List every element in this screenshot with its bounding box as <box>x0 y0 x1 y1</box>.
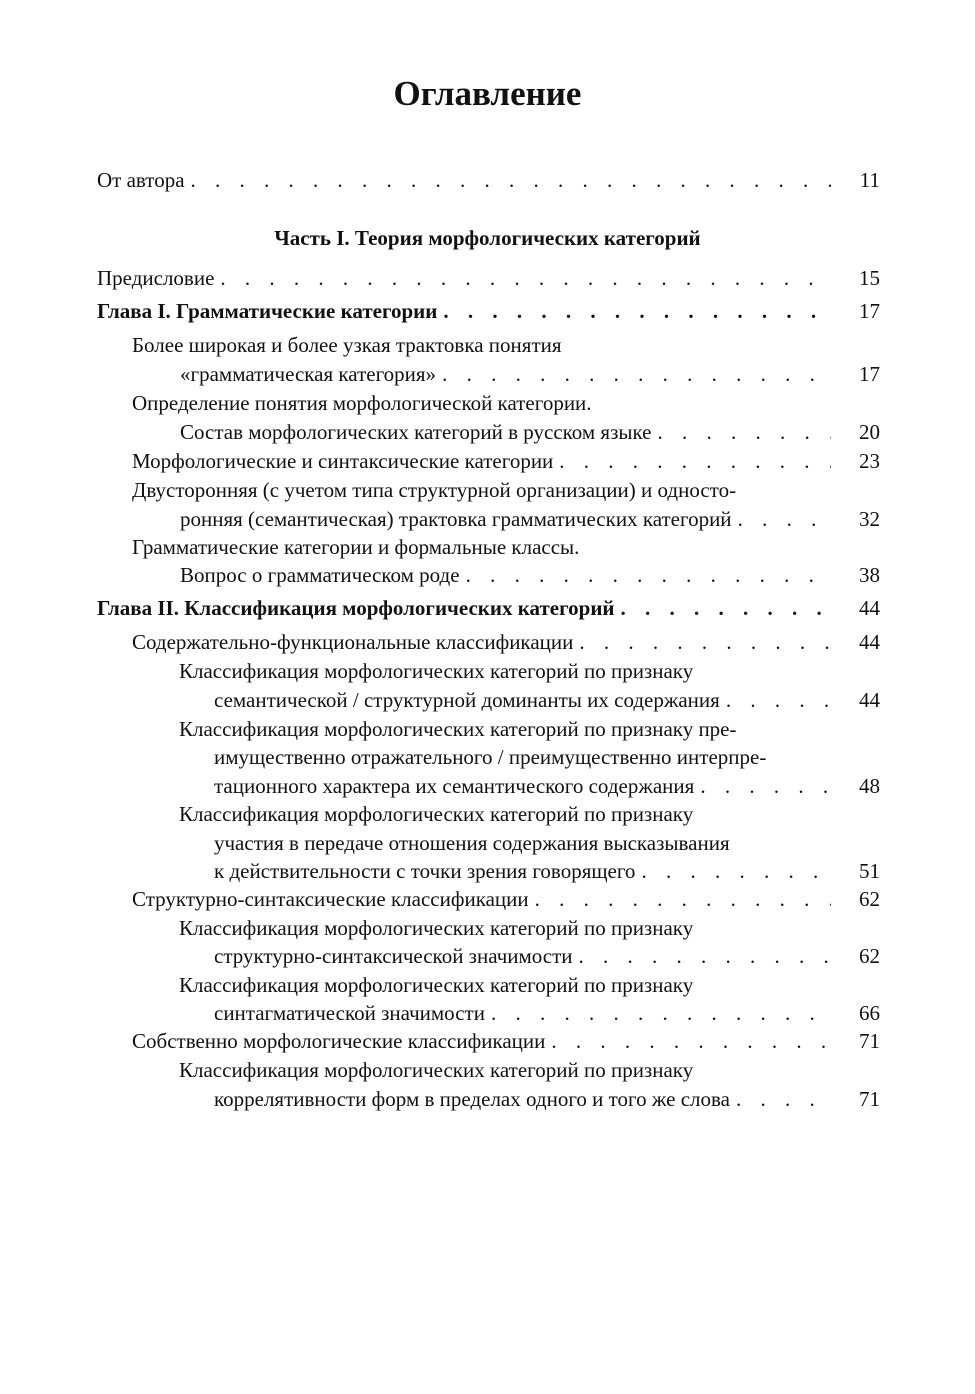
toc-entry-text: Состав морфологических категорий в русском языке <box>180 420 652 444</box>
toc-entry-broad-narrow[interactable] <box>180 360 837 388</box>
toc-entry-speaker-attitude[interactable] <box>214 857 837 885</box>
toc-page-number: 17 <box>859 362 880 386</box>
toc-entry-text: «грамматическая категория» <box>180 362 437 386</box>
toc-entry-text: От автора <box>97 168 185 192</box>
dot-leader <box>491 999 831 1027</box>
toc-page-number: 23 <box>859 449 880 473</box>
toc-entry-text: Предисловие <box>97 266 215 290</box>
dot-leader <box>621 594 831 622</box>
toc-entry-text: ронняя (семантическая) трактовка грамматических категорий <box>180 507 732 531</box>
toc-page-number: 71 <box>859 1029 880 1053</box>
toc-entry-text: Классификация морфологических категорий по признаку пре- <box>179 717 737 741</box>
toc-entry-text: Классификация морфологических категорий по признаку <box>179 916 694 940</box>
toc-page-number: 71 <box>859 1087 880 1111</box>
toc-entry-text: Определение понятия морфологической категории. <box>132 391 592 415</box>
toc-page-number: 11 <box>859 168 880 192</box>
toc-entry-text: Структурно-синтаксические классификации <box>132 887 529 911</box>
dot-leader <box>700 772 831 800</box>
toc-entry-content-functional[interactable] <box>132 628 837 656</box>
dot-leader <box>579 942 831 970</box>
toc-entry-text: Двусторонняя (с учетом типа структурной организации) и односто- <box>132 478 737 502</box>
toc-page-number: 66 <box>859 1001 880 1025</box>
toc-entry-text: синтагматической значимости <box>214 1001 485 1025</box>
toc-page-number: 44 <box>859 630 880 654</box>
toc-entry-from-author[interactable] <box>97 166 837 194</box>
toc-entry-text: Грамматические категории и формальные классы. <box>132 535 580 559</box>
toc-page-number: 32 <box>859 507 880 531</box>
part-heading: Часть I. Теория морфологических категорий <box>274 226 701 250</box>
dot-leader <box>551 1027 831 1055</box>
dot-leader <box>220 264 831 292</box>
toc-entry-chapter-1[interactable] <box>97 297 837 325</box>
toc-entry-preface[interactable] <box>97 264 837 292</box>
toc-page-number: 62 <box>859 944 880 968</box>
toc-entry-structural-syntactic[interactable] <box>132 885 837 913</box>
toc-entry-definition[interactable] <box>180 418 837 446</box>
toc-page-number: 51 <box>859 859 880 883</box>
toc-entry-text: Более широкая и более узкая трактовка понятия <box>132 333 562 357</box>
toc-entry-semantic-dominant[interactable] <box>214 686 837 714</box>
toc-entry-text: Вопрос о грамматическом роде <box>180 563 460 587</box>
toc-entry-morphological[interactable] <box>132 1027 837 1055</box>
toc-page-number: 20 <box>859 420 880 444</box>
dot-leader <box>726 686 831 714</box>
toc-entry-text: имущественно отражательного / преимущественно интерпре- <box>214 745 767 769</box>
toc-entry-text: коррелятивности форм в пределах одного и того же слова <box>214 1087 730 1111</box>
chapter-title: Глава I. Грамматические категории <box>97 299 438 323</box>
dot-leader <box>579 628 831 656</box>
dot-leader <box>738 505 831 533</box>
dot-leader <box>736 1085 831 1113</box>
toc-page-number: 38 <box>859 563 880 587</box>
toc-entry-text: структурно-синтаксической значимости <box>214 944 573 968</box>
dot-leader <box>559 447 831 475</box>
toc-entry-text: Собственно морфологические классификации <box>132 1029 546 1053</box>
toc-entry-text: к действительности с точки зрения говорящего <box>214 859 636 883</box>
toc-entry-text: семантической / структурной доминанты их содержания <box>214 688 720 712</box>
toc-page-number: 48 <box>859 774 880 798</box>
toc-page-number: 17 <box>859 299 880 323</box>
dot-leader <box>443 297 831 325</box>
toc-entry-text: Классификация морфологических категорий по признаку <box>179 973 694 997</box>
toc-entry-text: Содержательно-функциональные классификации <box>132 630 574 654</box>
dot-leader <box>535 885 831 913</box>
page-title: Оглавление <box>393 74 582 113</box>
toc-entry-formal-classes[interactable] <box>180 561 837 589</box>
toc-page-number: 15 <box>859 266 880 290</box>
toc-entry-chapter-2[interactable] <box>97 594 837 622</box>
toc-page-number: 62 <box>859 887 880 911</box>
toc-page-number: 44 <box>859 596 880 620</box>
dot-leader <box>466 561 831 589</box>
toc-entry-morph-synt[interactable] <box>132 447 837 475</box>
toc-entry-text: Морфологические и синтаксические категории <box>132 449 554 473</box>
dot-leader <box>442 360 831 388</box>
chapter-title: Глава II. Классификация морфологических категорий <box>97 596 615 620</box>
toc-entry-structural-significance[interactable] <box>214 942 837 970</box>
toc-entry-syntagmatic[interactable] <box>214 999 837 1027</box>
toc-entry-text: Классификация морфологических категорий по признаку <box>179 802 694 826</box>
toc-entry-two-sided[interactable] <box>180 505 837 533</box>
toc-entry-reflective[interactable] <box>214 772 837 800</box>
toc-entry-text: Классификация морфологических категорий по признаку <box>179 1058 694 1082</box>
toc-entry-text: участия в передаче отношения содержания высказывания <box>214 831 730 855</box>
dot-leader <box>641 857 831 885</box>
toc-entry-text: тационного характера их семантического содержания <box>214 774 695 798</box>
dot-leader <box>658 418 832 446</box>
dot-leader <box>191 166 831 194</box>
toc-entry-correlativity[interactable] <box>214 1085 837 1113</box>
toc-page-number: 44 <box>859 688 880 712</box>
toc-entry-text: Классификация морфологических категорий по признаку <box>179 659 694 683</box>
